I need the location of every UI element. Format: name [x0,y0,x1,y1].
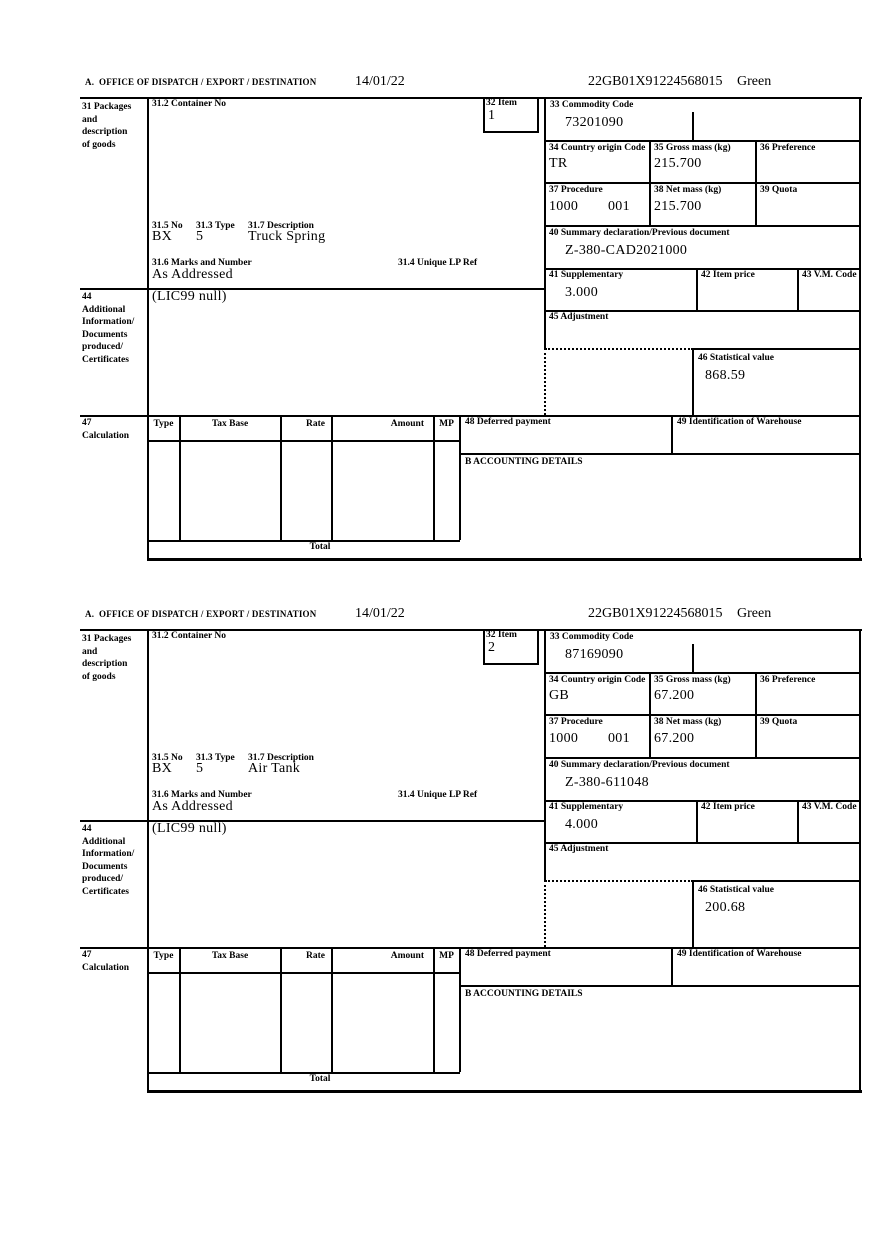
supplementary-value: 4.000 [565,817,598,832]
accounting-details-label: B ACCOUNTING DETAILS [465,457,583,467]
container-no-label: 31.2 Container No [152,631,226,641]
additional-info-value: (LIC99 null) [152,289,227,304]
warehouse-id-label: 49 Identification of Warehouse [677,949,802,959]
quota-label: 39 Quota [760,717,798,727]
supplementary-value: 3.000 [565,285,598,300]
procedure-extra-value: 001 [608,731,630,746]
unique-lp-ref-label: 31.4 Unique LP Ref [398,258,478,268]
grid-line [331,415,333,540]
calc-header-type: Type [153,419,174,429]
adjustment-label: 45 Adjustment [549,312,609,322]
grid-line [148,1072,460,1074]
marks-number-value: As Addressed [152,267,233,282]
grid-line [692,644,694,672]
procedure-value: 1000 [549,199,579,214]
country-origin-value: GB [549,688,570,703]
additional-info-label: 44 Additional Information/ Documents produced/ Certificates [82,824,135,897]
grid-line [696,800,698,842]
statistical-value-label: 46 Statistical value [698,885,774,895]
accounting-details-label: B ACCOUNTING DETAILS [465,989,583,999]
summary-declaration-label: 40 Summary declaration/Previous document [549,228,730,238]
gross-mass-label: 35 Gross mass (kg) [654,675,731,685]
item-number-label: 32 Item [486,630,517,640]
commodity-code-label: 33 Commodity Code [550,100,634,110]
procedure-extra-value: 001 [608,199,630,214]
net-mass-label: 38 Net mass (kg) [654,717,722,727]
supplementary-label: 41 Supplementary [549,270,624,280]
statistical-value: 200.68 [705,900,746,915]
adjustment-label: 45 Adjustment [549,844,609,854]
calc-header-type: Type [153,951,174,961]
statistical-value: 868.59 [705,368,746,383]
package-no-label: 31.5 No [152,221,183,231]
country-origin-value: TR [549,156,568,171]
vm-code-label: 43 V.M. Code [802,270,857,280]
declaration-item-section [0,602,882,1102]
grid-line [459,415,461,540]
package-type-label: 31.3 Type [196,221,235,231]
summary-declaration-value: Z-380-611048 [565,775,649,790]
statistical-value-label: 46 Statistical value [698,353,774,363]
grid-line [859,97,861,560]
goods-description-value: Truck Spring [248,229,326,244]
grid-line [280,947,282,1072]
gross-mass-label: 35 Gross mass (kg) [654,143,731,153]
marks-number-label: 31.6 Marks and Number [152,258,252,268]
grid-line [545,182,860,184]
goods-description-label: 31.7 Description [248,753,314,763]
quota-label: 39 Quota [760,185,798,195]
procedure-label: 37 Procedure [549,717,603,727]
routing-indicator: Green [737,606,772,621]
calc-total-label: Total [309,542,331,552]
calc-header-rate: Rate [306,951,325,961]
calculation-label: 47 Calculation [82,950,129,973]
grid-line-dotted [544,880,546,947]
declaration-reference: 22GB01X91224568015 [588,74,723,89]
grid-line [179,415,181,540]
packages-description-label: 31 Packages and description of goods [82,102,132,150]
grid-line [80,820,545,822]
grid-line [280,415,282,540]
grid-line [179,947,181,1072]
preference-label: 36 Preference [760,143,816,153]
package-type-value: 5 [196,761,204,776]
grid-line [433,415,435,540]
package-no-label: 31.5 No [152,753,183,763]
office-of-dispatch-label: A. OFFICE OF DISPATCH / EXPORT / DESTINATION [85,77,317,87]
procedure-label: 37 Procedure [549,185,603,195]
package-no-value: BX [152,761,173,776]
summary-declaration-label: 40 Summary declaration/Previous document [549,760,730,770]
grid-line [459,947,461,1072]
grid-line [147,97,149,558]
grid-line-dotted [544,348,546,415]
container-no-label: 31.2 Container No [152,99,226,109]
grid-line [459,453,860,455]
item-price-label: 42 Item price [701,270,755,280]
commodity-code-value: 87169090 [565,647,624,662]
packages-description-label: 31 Packages and description of goods [82,634,132,682]
grid-line [459,985,860,987]
grid-line [671,415,673,453]
grid-line [545,757,860,759]
calc-header-rate: Rate [306,419,325,429]
grid-line [433,947,435,1072]
additional-info-value: (LIC99 null) [152,821,227,836]
marks-number-label: 31.6 Marks and Number [152,790,252,800]
routing-indicator: Green [737,74,772,89]
grid-line [696,268,698,310]
grid-line [545,714,860,716]
summary-declaration-value: Z-380-CAD2021000 [565,243,688,258]
grid-line [545,672,860,674]
goods-description-value: Air Tank [248,761,301,776]
grid-line [147,629,149,1090]
calc-header-amount: Amount [390,419,424,429]
item-price-label: 42 Item price [701,802,755,812]
goods-description-label: 31.7 Description [248,221,314,231]
dispatch-date: 14/01/22 [355,74,405,89]
grid-line-dotted [545,348,693,350]
calculation-label: 47 Calculation [82,418,129,441]
grid-line-dotted [545,880,693,882]
package-type-label: 31.3 Type [196,753,235,763]
grid-line [80,288,545,290]
declaration-item-section [0,70,882,570]
commodity-code-value: 73201090 [565,115,624,130]
grid-line [692,112,694,140]
gross-mass-value: 67.200 [654,688,695,703]
net-mass-value: 67.200 [654,731,695,746]
calc-header-tax-base: Tax Base [211,951,249,961]
calc-total-label: Total [309,1074,331,1084]
net-mass-value: 215.700 [654,199,702,214]
warehouse-id-label: 49 Identification of Warehouse [677,417,802,427]
grid-line [147,1090,862,1093]
additional-info-label: 44 Additional Information/ Documents produced/ Certificates [82,292,135,365]
calc-header-amount: Amount [390,951,424,961]
grid-line [148,440,460,442]
unique-lp-ref-label: 31.4 Unique LP Ref [398,790,478,800]
grid-line [797,800,799,842]
item-number-value: 2 [488,640,496,655]
item-number-value: 1 [488,108,496,123]
declaration-reference: 22GB01X91224568015 [588,606,723,621]
grid-line [545,225,860,227]
grid-line [545,140,860,142]
grid-line [692,348,860,350]
grid-line [692,348,694,415]
grid-line [147,558,862,561]
grid-line [859,629,861,1092]
grid-line [692,880,694,947]
calc-header-mp: MP [439,419,454,429]
deferred-payment-label: 48 Deferred payment [465,949,551,959]
item-number-label: 32 Item [486,98,517,108]
package-no-value: BX [152,229,173,244]
gross-mass-value: 215.700 [654,156,702,171]
net-mass-label: 38 Net mass (kg) [654,185,722,195]
supplementary-label: 41 Supplementary [549,802,624,812]
package-type-value: 5 [196,229,204,244]
grid-line [331,947,333,1072]
calc-header-tax-base: Tax Base [211,419,249,429]
grid-line [148,540,460,542]
preference-label: 36 Preference [760,675,816,685]
calc-header-mp: MP [439,951,454,961]
dispatch-date: 14/01/22 [355,606,405,621]
grid-line [692,880,860,882]
marks-number-value: As Addressed [152,799,233,814]
deferred-payment-label: 48 Deferred payment [465,417,551,427]
country-origin-label: 34 Country origin Code [549,143,646,153]
country-origin-label: 34 Country origin Code [549,675,646,685]
grid-line [671,947,673,985]
vm-code-label: 43 V.M. Code [802,802,857,812]
office-of-dispatch-label: A. OFFICE OF DISPATCH / EXPORT / DESTINATION [85,609,317,619]
grid-line [148,972,460,974]
procedure-value: 1000 [549,731,579,746]
grid-line [797,268,799,310]
commodity-code-label: 33 Commodity Code [550,632,634,642]
